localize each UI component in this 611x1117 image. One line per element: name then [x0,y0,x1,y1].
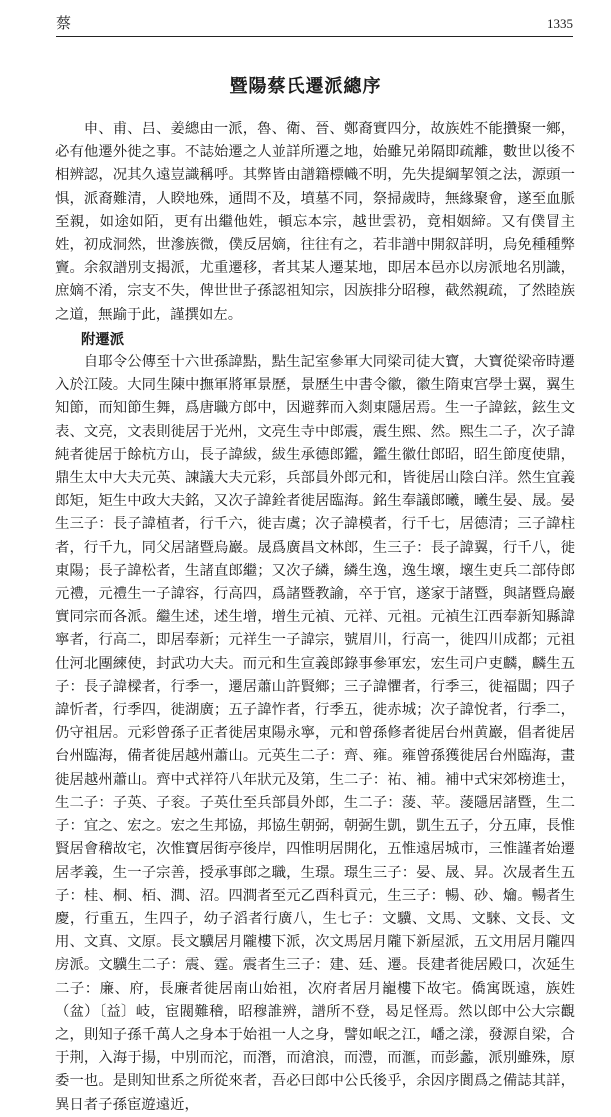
migration-paragraph: 自耶令公傳至十六世孫諱點，點生記室參軍大同梁司徒大寶，大寶從梁帝時遷入於江陵。大同生陳中撫軍將軍景歷，景歷生中書令徽，徽生隋東宫學士翼，翼生知節，而知節生舞，爲唐職方郎中，因避葬而入剡東隱居焉。生一子諱鉉，鉉生文表、文亮，文表則徙居于光州，文亮生寺中郎震，震生熙、然。熙生二子，次子諱純者徙居于餘杭方山，長子諱紱，紱生承德郎鑑，鑑生徽仕郎昭，昭生節度使鼎，鼎生太中大夫元英、諫議大夫元彩，兵部員外郎元和，皆徙居山陰白洋。然生宜義郎矩，矩生中政大夫銘，又次子諱銓者徙居臨海。銘生奉議郎曦，曦生晏、晟。晏生三子：長子諱植者，行千六，徙吉虞；次子諱模者，行千七，居德清；三子諱柱者，行千九，同父居諸暨烏巖。晟爲廣昌文林郎，生三子：長子諱翼，行千八，徙東陽；長子諱松者，生諸直郎繼；又次子繗，繗生逸，逸生壞，壞生吏兵二部侍郎元禮，元禮生一子諱容，行高四，爲諸暨教諭，卒于官，遂家于諸暨，與諸暨烏巖實同宗而各派。繼生述，述生增，增生元禎、元祥、元祖。元禎生江西奉新知縣諱寧者，行高二，即居奉新；元祥生一子諱宗，號眉川，行高一，徙四川成都；元祖仕河北團練使，封武功大夫。而元和生宣義郎錄事參軍宏，宏生司户吏麟，麟生五子：長子諱樑者，行季一，遷居蕭山許賢鄉；三子諱懼者，行季三，徙福闆；四子諱忻者，行季四，徙湖廣；五子諱怍者，行季五，徙赤城；次子諱悅者，行季二，仍守祖居。元彩曾孫子正者徙居東陽永寧，元和曾孫修者徙居台州黄巖，倡者徙居台州臨海，備者徙居越州蕭山。元英生二子：齊、雍。雍曾孫獲徙居台州臨海，畫徙居越州蕭山。齊中式祥符八年狀元及第，生二子：祐、補。補中式宋郊榜進士，生二子：子英、子衮。子英仕至兵部員外郎，生二子：蔆、苹。蔆隱居諸暨，生二子：宜之、宏之。宏之生邦協，邦協生朝弼，朝弼生凱，凱生五子，分五庫，長惟賢居會稽故宅，次惟寶居街亭後岸，四惟明居開化，五惟遠居城市，三惟謹者始遷居孝義，生一子宗善，授承事郎之職，生璟。璟生三子：晏、晟、昇。次晟者生五子：桂、桐、栢、澗、沼。四澗者至元乙酉科貢元，生三子：暢、砂、爚。暢者生慶，行重五，生四子，幼子滔者行廣八，生七子：文驥、文馬、文騋、文長、文用、文真、文原。長文驥居月隴樓下派，次文馬居月隴下新屋派，五文用居月隴四房派。文驥生二子：震、霆。震者生三子：建、廷、遷。長建者徙居殿口，次延生二子：廉、府，長廉者徙居南山始祖，次府者居月巃樓下故宅。僑寓既遠，族姓（盆）〔益〕岐，宦閥難稽，昭穆誰辨，譜所不登，曷足怪焉。然以郎中公大宗觀之，則知子孫千萬人之身本于始祖一人之身，譬如岷之江，嶓之漾，發源自梁，合于荆，入海于揚，中別而沱，而潛，而滄浪，而澧，而滙，而彭蠡，派別雖殊，原委一也。是則知世系之所從來者，吾必曰郎中公氏後乎，余因序閬爲之備誌其詳，異日者子孫宦遊遠近， [55,354,575,1113]
page-number: 1335 [547,16,573,31]
running-head [56,14,573,37]
intro-paragraph: 申、甫、吕、姜總由一派，魯、衛、晉、鄭裔實四分，故族姓不能攢聚一鄉，必有他遷外徙之事。不誌始遷之人並詳所遷之地，始雖兄弟隔即疏離，數世以後不相辨認，况其久遠豈識稱呼。其弊皆由譜籍標幟不明，先失提綱挈領之法，源頭一惧，派裔難清，人睽地殊，通問不及，墳墓不同，祭掃歲時，無緣聚會，遂至血脈至親，如途如陌，更有出繼他姓，頓忘本宗，越世雲礽，竟相姻締。又有僕冒主姓，初成洞然，世滲族微，僕反居嫡，往往有之，若非譜中開叙詳明，烏免種種弊竇。余叙譜別支揭派，尤重遷移，者其某人遷某地，即居本邑亦以房派地名別識，庶嫡不淆，宗支不失，俾世世子孫認祖知宗，因族排分昭穆，截然親疏，了然睦族之道，無踰于此，謹撰如左。 [55,121,575,323]
article-body [55,118,575,1117]
section-label: 蔡 [56,14,72,32]
article-title: 暨陽蔡氏遷派總序 [229,76,382,97]
section-subheading: 附遷派 [81,330,125,348]
